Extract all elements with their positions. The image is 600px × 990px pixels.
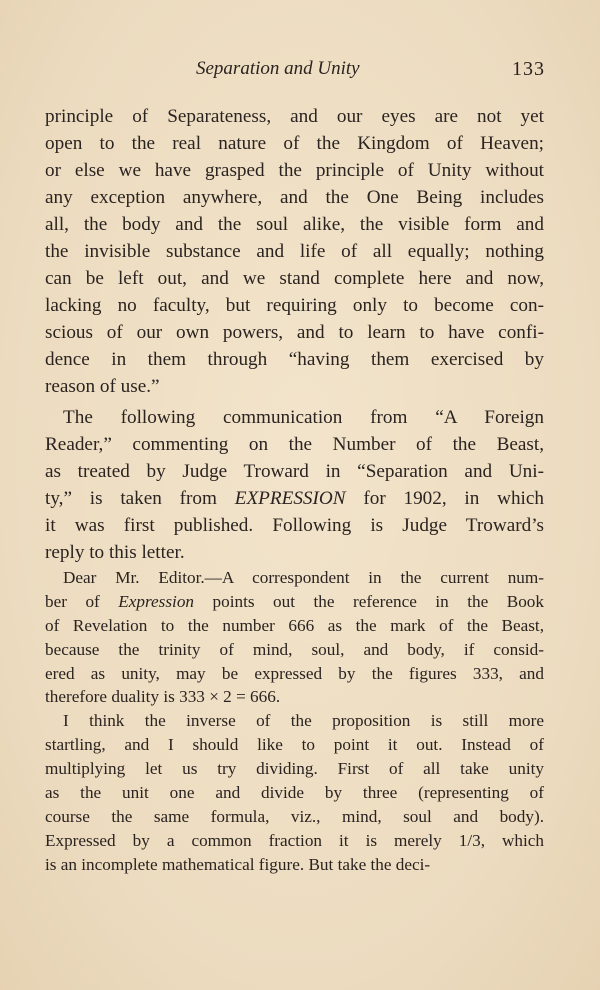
paragraph-continued	[45, 103, 544, 400]
text-segment: ered as unity, may be expressed by the figures 333, and	[45, 663, 544, 683]
text-segment: reason of use.”	[45, 376, 160, 397]
text-segment: lacking no faculty, but requiring only to become con-	[45, 295, 544, 316]
running-head-title: Separation and Unity	[196, 58, 360, 79]
text-segment: any exception anywhere, and the One Being includes	[45, 187, 544, 208]
text-line	[45, 373, 544, 400]
text-line	[45, 733, 544, 757]
text-line	[45, 590, 544, 614]
text-segment: or else we have grasped the principle of Unity without	[45, 160, 544, 181]
text-line	[45, 346, 544, 373]
text-line	[45, 211, 544, 238]
text-line	[45, 638, 544, 662]
text-segment: the invisible substance and life of all equally; nothing	[45, 241, 544, 262]
text-line	[45, 757, 544, 781]
text-line	[45, 662, 544, 686]
text-segment: multiplying let us try dividing. First of all take unity	[45, 759, 544, 779]
text-line	[45, 238, 544, 265]
text-segment: dence in them through “having them exercised by	[45, 349, 544, 370]
text-line	[45, 404, 544, 431]
running-head	[0, 58, 600, 84]
text-line	[45, 781, 544, 805]
text-segment: The following communication from “A Foreign	[63, 407, 544, 428]
text-line	[45, 485, 544, 512]
text-line	[45, 512, 544, 539]
text-segment: is an incomplete mathematical figure. But take the deci-	[45, 854, 431, 874]
text-line	[45, 184, 544, 211]
text-segment: ty,” is taken from	[45, 488, 235, 509]
text-segment: Expressed by a common fraction it is merely 1/3, which	[45, 830, 544, 850]
text-segment: for 1902, in which	[345, 488, 544, 509]
text-line	[45, 265, 544, 292]
text-line	[45, 614, 544, 638]
text-segment: therefore duality is 333 × 2 = 666.	[45, 687, 281, 707]
text-segment: of Revelation to the number 666 as the mark of the Beast,	[45, 615, 544, 635]
text-segment: ber of	[45, 591, 119, 611]
text-segment: because the trinity of mind, soul, and body, if consid-	[45, 639, 544, 659]
text-segment: as the unit one and divide by three (representing of	[45, 783, 544, 803]
text-line	[45, 157, 544, 184]
page-number: 133	[512, 58, 545, 80]
paragraph-introduction	[45, 404, 544, 566]
text-segment: points out the reference in the Book	[194, 591, 544, 611]
italic-text: EXPRESSION	[234, 488, 346, 509]
text-segment: open to the real nature of the Kingdom of Heaven;	[45, 133, 544, 154]
text-line	[45, 685, 544, 709]
text-segment: scious of our own powers, and to learn to have confi-	[45, 322, 544, 343]
text-line	[45, 319, 544, 346]
text-line	[45, 805, 544, 829]
text-segment: it was first published. Following is Judge Troward’s	[45, 515, 544, 536]
text-line	[45, 829, 544, 853]
text-line	[45, 130, 544, 157]
text-segment: startling, and I should like to point it out. Instead of	[45, 735, 544, 755]
text-line	[45, 458, 544, 485]
text-line	[45, 566, 544, 590]
letter	[45, 566, 544, 877]
text-line	[45, 853, 544, 877]
text-line	[45, 292, 544, 319]
text-segment: Reader,” commenting on the Number of the Beast,	[45, 434, 544, 455]
text-line	[45, 103, 544, 130]
text-segment: principle of Separateness, and our eyes are not yet	[45, 106, 544, 127]
text-line	[45, 709, 544, 733]
text-segment: Dear Mr. Editor.—A correspondent in the current num-	[63, 568, 544, 587]
text-segment: all, the body and the soul alike, the visible form and	[45, 214, 544, 235]
text-segment: can be left out, and we stand complete here and now,	[45, 268, 544, 289]
text-line	[45, 431, 544, 458]
text-segment: I think the inverse of the proposition is still more	[63, 711, 544, 731]
text-segment: reply to this letter.	[45, 542, 185, 563]
text-line	[45, 539, 544, 566]
text-segment: as treated by Judge Troward in “Separation and Uni-	[45, 461, 544, 482]
text-segment: course the same formula, viz., mind, soul and body).	[45, 806, 544, 826]
italic-text: Expression	[118, 591, 195, 611]
